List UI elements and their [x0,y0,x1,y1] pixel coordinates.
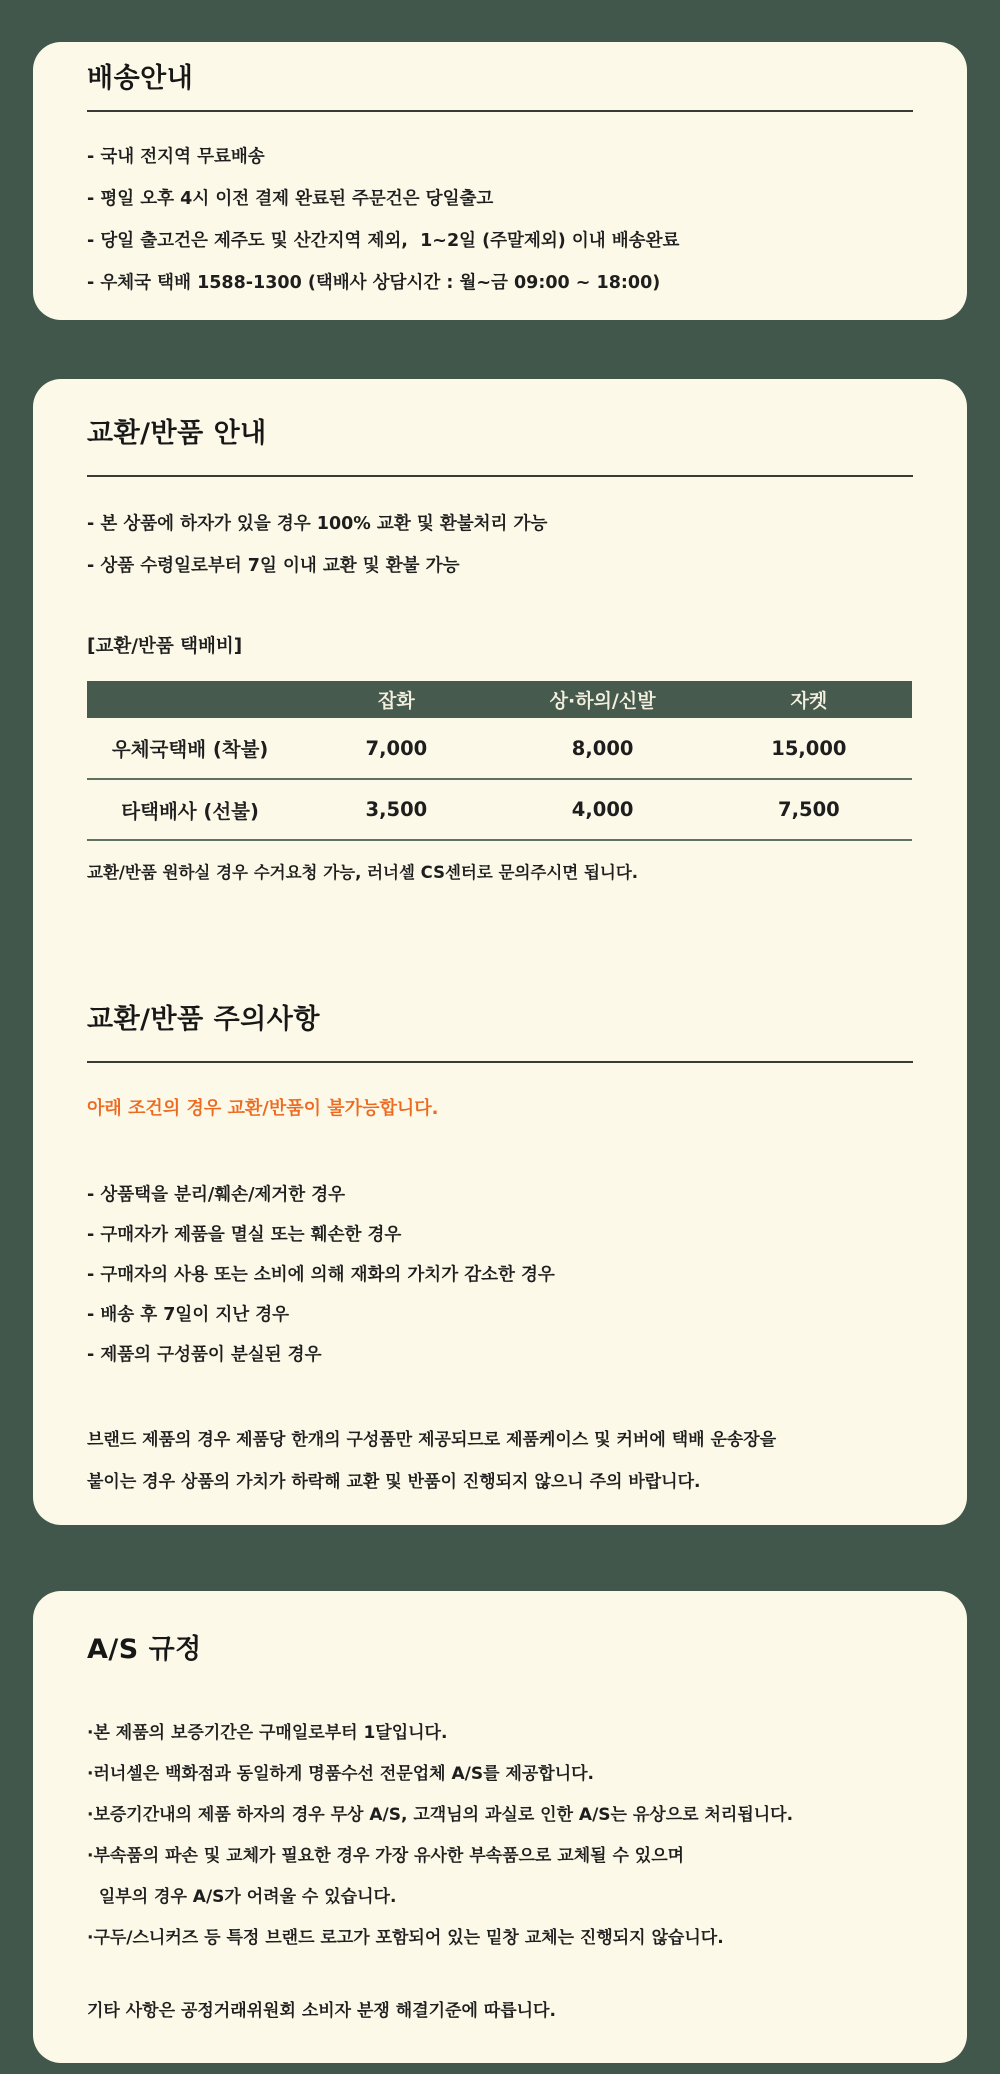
caution-paragraph-line: 붙이는 경우 상품의 가치가 하락해 교환 및 반품이 진행되지 않으니 주의 바랍니다. [87,1472,701,1492]
exchange-title-divider [87,475,913,477]
as-policy-list-item: ·부속품의 파손 및 교체가 필요한 경우 가장 유사한 부속품으로 교체될 수 있으며 [87,1846,685,1866]
caution-list-item: - 구매자가 제품을 멸실 또는 훼손한 경우 [87,1225,402,1245]
shipping-info-card [33,42,967,320]
exchange-title: 교환/반품 안내 [87,418,267,449]
fee-table-header-cell [87,681,293,718]
as-policy-list-item: ·본 제품의 보증기간은 구매일로부터 1달입니다. [87,1723,448,1743]
caution-list [87,1175,913,1375]
shipping-title: 배송안내 [87,63,194,94]
fee-table-cell: 15,000 [771,736,847,760]
caution-list-item: - 상품택을 분리/훼손/제거한 경우 [87,1185,346,1205]
shipping-list-item: - 국내 전지역 무료배송 [87,147,265,167]
caution-paragraph-line: 브랜드 제품의 경우 제품당 한개의 구성품만 제공되므로 제품케이스 및 커버에 택배 운송장을 [87,1430,777,1450]
shipping-list [87,136,913,304]
as-policy-list-item: ·구두/스니커즈 등 특정 브랜드 로고가 포함되어 있는 밑창 교체는 진행되지 않습니다. [87,1928,724,1948]
caution-title-divider [87,1061,913,1063]
fee-table-cell: 4,000 [571,798,634,821]
as-policy-list-item: ·보증기간내의 제품 하자의 경우 무상 A/S, 고객님의 과실로 인한 A/S는 유상으로 처리됩니다. [87,1805,794,1825]
fee-table-row-label: 타택배사 (선불) [121,799,259,823]
exchange-list-item: - 본 상품에 하자가 있을 경우 100% 교환 및 환불처리 가능 [87,514,548,534]
as-policy-card [33,1591,967,2063]
fee-table-row [87,779,912,840]
shipping-fee-table-label: [교환/반품 택배비] [87,636,243,657]
fee-table-cell: 8,000 [571,736,634,760]
fee-table-header-row [87,681,912,718]
fee-table-cell: 7,500 [778,798,840,821]
shipping-title-divider [87,110,913,112]
fee-table-cell: 3,500 [365,798,428,821]
fee-table-row [87,718,912,779]
as-policy-footer: 기타 사항은 공정거래위원회 소비자 분쟁 해결기준에 따릅니다. [87,2001,556,2021]
caution-list-item: - 배송 후 7일이 지난 경우 [87,1305,290,1325]
exchange-list [87,503,913,587]
shipping-fee-table [87,681,912,841]
shipping-list-item: - 당일 출고건은 제주도 및 산간지역 제외, 1~2일 (주말제외) 이내 배송완료 [87,231,680,251]
shipping-list-item: - 우체국 택배 1588-1300 (택배사 상담시간 : 월~금 09:00 ~ 18:00) [87,273,661,293]
caution-list-item: - 제품의 구성품이 분실된 경우 [87,1345,322,1365]
fee-table-header-cell: 상·하의/신발 [500,681,706,718]
as-policy-list-item: ·러너셀은 백화점과 동일하게 명품수선 전문업체 A/S를 제공합니다. [87,1764,595,1784]
fee-table-row-label: 우체국택배 (착불) [111,738,269,761]
fee-table-header-cell: 자켓 [706,681,912,718]
fee-table-cell: 7,000 [365,736,428,760]
as-policy-list-item: 일부의 경우 A/S가 어려울 수 있습니다. [87,1887,397,1907]
caution-list-item: - 구매자의 사용 또는 소비에 의해 재화의 가치가 감소한 경우 [87,1265,555,1285]
exchange-return-card [33,379,967,1525]
fee-table-header-cell: 잡화 [293,681,499,718]
exchange-list-item: - 상품 수령일로부터 7일 이내 교환 및 환불 가능 [87,556,460,576]
shipping-list-item: - 평일 오후 4시 이전 결제 완료된 주문건은 당일출고 [87,189,494,209]
exchange-note: 교환/반품 원하실 경우 수거요청 가능, 러너셀 CS센터로 문의주시면 됩니다. [87,863,639,882]
caution-title: 교환/반품 주의사항 [87,1004,320,1035]
as-policy-title: A/S 규정 [87,1634,202,1665]
as-policy-list [87,1713,913,1959]
caution-warning-text: 아래 조건의 경우 교환/반품이 불가능합니다. [87,1098,439,1119]
caution-paragraph [87,1419,913,1503]
